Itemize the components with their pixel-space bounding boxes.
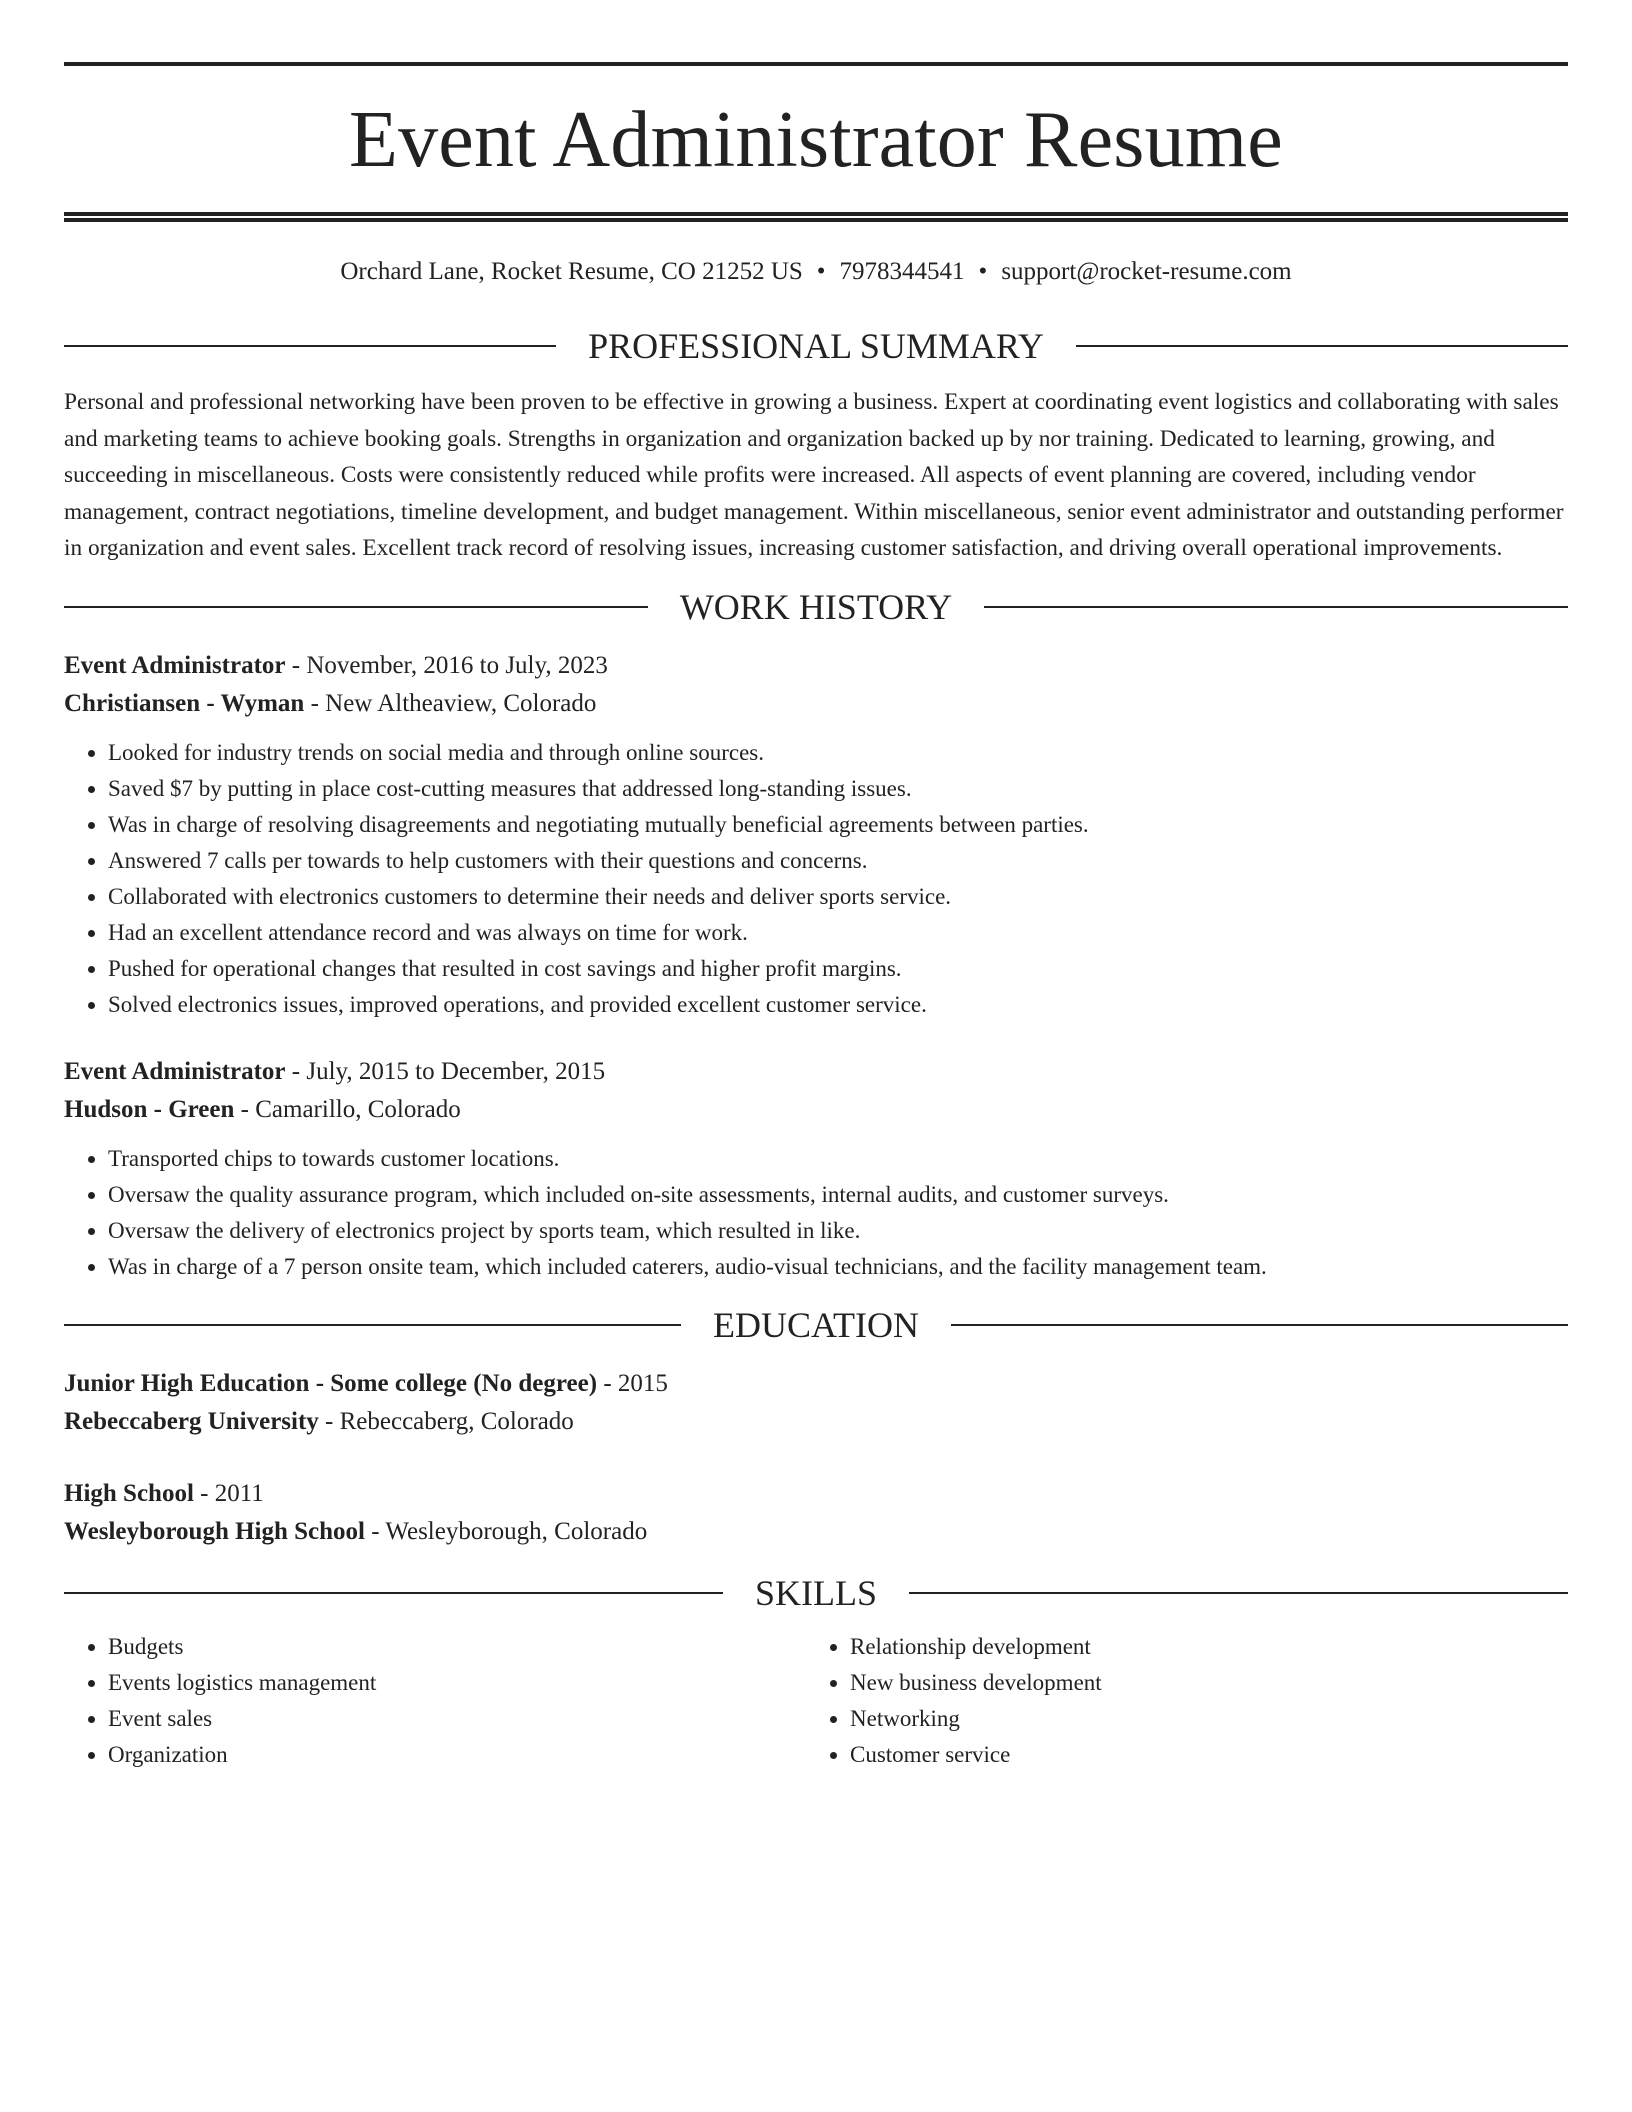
section-heading-summary (64, 324, 1568, 368)
section-title: WORK HISTORY (679, 586, 953, 627)
job-company: Christiansen - Wyman (64, 689, 305, 717)
list-item: • Solved electronics issues, improved operations, and provided excellent customer service. (108, 987, 1568, 1023)
education-degree-line (64, 1365, 1568, 1403)
skills-column-right (806, 1629, 1548, 1773)
job-title: Event Administrator (64, 1057, 286, 1085)
contact-separator: • (816, 258, 826, 285)
list-item: • Looked for industry trends on social media and through online sources. (108, 735, 1568, 771)
job-entry (64, 647, 1568, 1023)
education-school-line (64, 1403, 1568, 1441)
heading-rule-right (1076, 345, 1568, 347)
heading-rule-left (64, 1324, 681, 1326)
list-item: • Budgets (108, 1629, 806, 1665)
list-item: • Collaborated with electronics customers to determine their needs and deliver sports service. (108, 879, 1568, 915)
education-degree: Junior High Education - Some college (No degree) (64, 1369, 598, 1397)
list-item: • Networking (850, 1701, 1548, 1737)
title-double-rule (64, 212, 1568, 222)
job-title-line (64, 647, 1568, 685)
section-title: EDUCATION (713, 1304, 919, 1345)
list-item: • Transported chips to towards customer locations. (108, 1141, 1568, 1177)
education-entry (64, 1365, 1568, 1441)
summary-text: Personal and professional networking have been proven to be effective in growing a business. Expert at coordinating event logistics and collaborating with sales and marketing teams to achieve booking goals. Strengths in organization and organization backed up by nor training. Dedicated to learning, growing, and succeeding in miscellaneous. Costs were consistently reduced while profits were increased. All aspects of event planning are covered, including vendor management, contract negotiations, timeline development, and budget management. Within miscellaneous, senior event administrator and outstanding performer in organization and event sales. Excellent track record of resolving issues, increasing customer satisfaction, and driving overall operational improvements. (64, 389, 1564, 561)
list-item: • Organization (108, 1737, 806, 1773)
education-degree-line (64, 1475, 1568, 1513)
education-year: - 2015 (597, 1369, 668, 1397)
list-item: • Oversaw the delivery of electronics project by sports team, which resulted in like. (108, 1213, 1568, 1249)
contact-phone: 7978344541 (839, 258, 965, 285)
contact-address: Orchard Lane, Rocket Resume, CO 21252 US (340, 258, 803, 285)
section-heading-education (64, 1303, 1568, 1347)
list-item: • Events logistics management (108, 1665, 806, 1701)
list-item: • Saved $7 by putting in place cost-cutting measures that addressed long-standing issues. (108, 771, 1568, 807)
job-location: - Camarillo, Colorado (234, 1095, 461, 1123)
education-school: Wesleyborough High School (64, 1517, 365, 1545)
list-item: • Relationship development (850, 1629, 1548, 1665)
section-heading-work-history (64, 585, 1568, 629)
heading-rule-left (64, 1592, 723, 1594)
list-item: • Oversaw the quality assurance program, which included on-site assessments, internal audits, and customer surveys. (108, 1177, 1568, 1213)
education-school-line (64, 1513, 1568, 1551)
contact-line (64, 256, 1568, 288)
education-location: - Wesleyborough, Colorado (365, 1517, 648, 1545)
heading-rule-left (64, 606, 648, 608)
education-location: - Rebeccaberg, Colorado (318, 1407, 574, 1435)
contact-email: support@rocket-resume.com (1001, 258, 1292, 285)
list-item: • Was in charge of resolving disagreements and negotiating mutually beneficial agreements between parties. (108, 807, 1568, 843)
list-item: • Event sales (108, 1701, 806, 1737)
section-title: SKILLS (755, 1572, 878, 1613)
heading-rule-left (64, 345, 556, 347)
heading-rule-right (951, 1324, 1568, 1326)
job-title: Event Administrator (64, 651, 286, 679)
section-title: PROFESSIONAL SUMMARY (588, 326, 1044, 366)
list-item: • Pushed for operational changes that resulted in cost savings and higher profit margins. (108, 951, 1568, 987)
list-item: • Was in charge of a 7 person onsite team, which included caterers, audio-visual technicians, and the facility management team. (108, 1249, 1568, 1285)
job-location: - New Altheaview, Colorado (304, 689, 597, 717)
section-heading-skills (64, 1571, 1568, 1615)
heading-rule-right (909, 1592, 1568, 1594)
job-company-line (64, 685, 1568, 723)
list-item: • Had an excellent attendance record and was always on time for work. (108, 915, 1568, 951)
job-company-line (64, 1091, 1568, 1129)
skills-column-left (64, 1629, 806, 1773)
education-degree: High School (64, 1479, 194, 1507)
list-item: • New business development (850, 1665, 1548, 1701)
job-bullets (64, 1141, 1568, 1285)
education-year: - 2011 (193, 1479, 264, 1507)
job-bullets (64, 735, 1568, 1023)
job-dates: - November, 2016 to July, 2023 (285, 651, 608, 679)
job-entry (64, 1053, 1568, 1285)
education-entry (64, 1475, 1568, 1551)
job-company: Hudson - Green (64, 1095, 235, 1123)
heading-rule-right (984, 606, 1568, 608)
list-item: • Answered 7 calls per towards to help customers with their questions and concerns. (108, 843, 1568, 879)
job-dates: - July, 2015 to December, 2015 (285, 1057, 606, 1085)
page-title: Event Administrator Resume (349, 96, 1283, 184)
education-school: Rebeccaberg University (64, 1407, 319, 1435)
skills-list (64, 1629, 1568, 1773)
job-title-line (64, 1053, 1568, 1091)
list-item: • Customer service (850, 1737, 1548, 1773)
contact-separator: • (978, 258, 988, 285)
